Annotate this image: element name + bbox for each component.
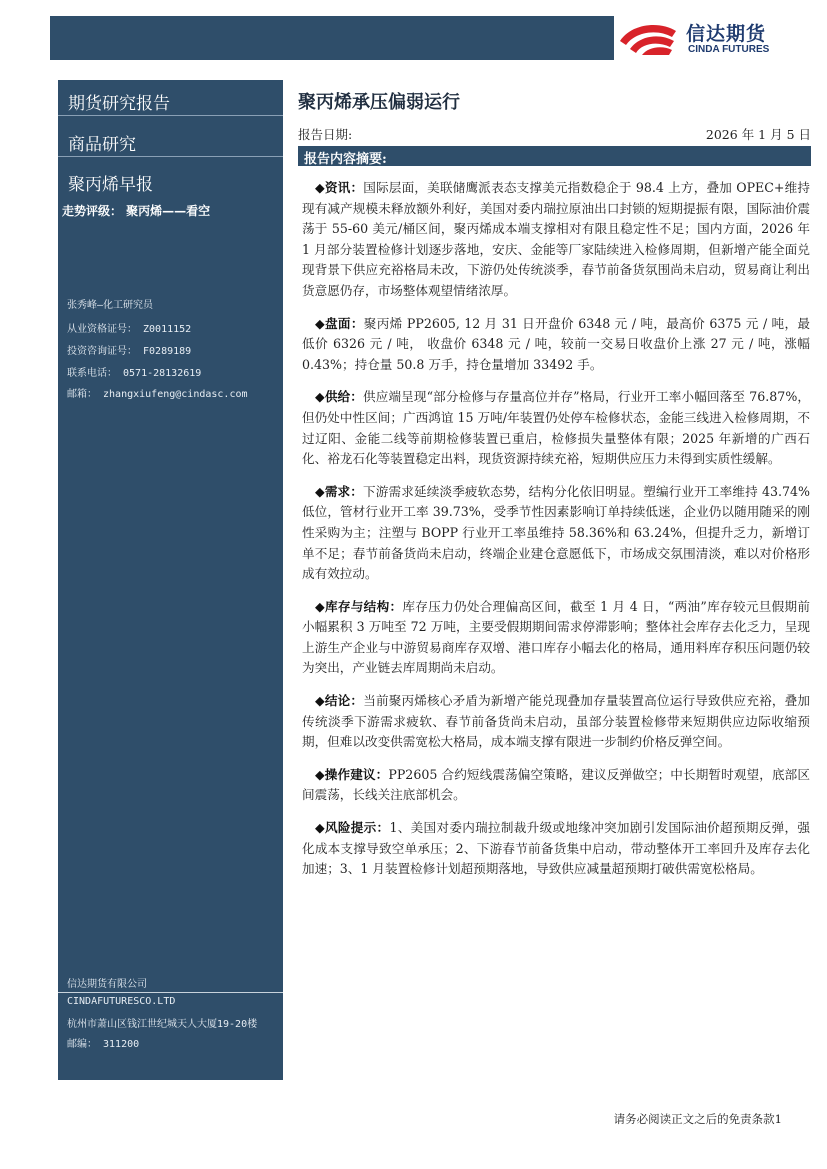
report-title: 聚丙烯承压偏弱运行 — [298, 92, 460, 113]
paragraph-inventory — [302, 597, 810, 679]
report-date-label: 报告日期: — [298, 127, 353, 142]
paragraph-text: 国际层面，美联储鹰派表态支撑美元指数稳企于 98.4 上方，叠加 OPEC+维持现有减产规模未释放额外利好，美国对委内瑞拉原油出口封锁的短期提振有限，国际油价震荡于 55-60 美元/桶区间，聚丙烯成本端支撑相对有限且稳定性不足；国内方面，2026 年 1 月部分装置检修计划逐步落地，安庆、金能等厂家陆续进入检修周期，但新增产能全面兑现背景下供应充裕格局未改，下游仍处传统淡季，春节前备货氛围尚未启动，贸易商让利出货意愿仍存，市场整体观望情绪浓厚。 — [302, 180, 810, 298]
paragraph-risk — [302, 818, 810, 880]
report-date-row — [298, 122, 811, 144]
logo-chinese-name: 信达期货 — [686, 23, 767, 45]
paragraph-text: 聚丙烯 PP2605, 12 月 31 日开盘价 6348 元 / 吨，最高价 6375 元 / 吨，最低价 6326 元 / 吨， 收盘价 6348 元 / 吨，较前一交易日收盘价上涨 27 元 / 吨，涨幅 0.43%；持仓量 50.8 万手，持仓量增加 33492 手。 — [302, 315, 810, 372]
analyst-name: 张秀峰—化工研究员 — [67, 300, 154, 311]
paragraph-heading: ◆库存与结构： — [315, 598, 403, 614]
company-english-name: CINDAFUTURESCO.LTD — [67, 996, 176, 1007]
paragraph-text: PP2605 合约短线震荡偏空策略，建议反弹做空；中长期暂时观望，底部区间震荡，长线关注底部机会。 — [302, 766, 810, 803]
paragraph-heading: ◆结论： — [315, 693, 364, 709]
sidebar — [58, 80, 283, 1080]
paragraph-heading: ◆风险提示： — [315, 820, 390, 836]
sidebar-title-report-type: 期货研究报告 — [68, 94, 170, 114]
paragraph-text: 下游需求延续淡季疲软态势，结构分化依旧明显。塑编行业开工率维持 43.74%低位，管材行业开工率 39.73%，受季节性因素影响订单持续低迷，企业仍以随用随采的刚性采购为主；注塑与 BOPP 行业开工率虽维持 58.36%和 63.24%，但提升乏力，新增订单不足；春节前备货尚未启动，终端企业建仓意愿低下，市场成交氛围清淡，难以对价格形成有效拉动。 — [302, 483, 811, 582]
cinda-logo-icon — [616, 19, 680, 57]
disclaimer-footer: 请务必阅读正文之后的免责条款1 — [613, 1112, 782, 1126]
company-logo — [614, 16, 816, 60]
paragraph-heading: ◆需求： — [315, 483, 364, 499]
sidebar-title-product: 聚丙烯早报 — [68, 175, 153, 195]
paragraph-conclusion — [302, 691, 810, 753]
summary-header-bar — [298, 146, 811, 166]
sidebar-footer-divider — [58, 992, 283, 993]
contact-phone: 联系电话： 0571-28132619 — [67, 368, 202, 379]
company-postcode: 邮编： 311200 — [67, 1039, 140, 1050]
company-address: 杭州市萧山区钱江世纪城天人大厦19-20楼 — [67, 1019, 258, 1030]
report-date-value: 2026 年 1 月 5 日 — [705, 127, 811, 142]
contact-email: 邮箱： zhangxiufeng@cindasc.com — [67, 389, 248, 400]
paragraph-heading: ◆操作建议： — [315, 766, 389, 782]
paragraph-heading: ◆资讯： — [315, 180, 364, 195]
paragraph-text: 1、美国对委内瑞拉制裁升级或地缘冲突加剧引发国际油价超预期反弹，强化成本支撑导致空单承压；2、下游春节前备货集中启动，带动整体开工率回升及库存去化加速；3、1 月装置检修计划超预期落地，导致供应减量超预期打破供需宽松格局。 — [302, 820, 811, 877]
qualification-number: 从业资格证号： Z0011152 — [67, 324, 192, 335]
paragraph-market — [302, 314, 810, 376]
paragraph-demand — [302, 482, 810, 585]
sidebar-title-category: 商品研究 — [68, 135, 136, 155]
sidebar-divider — [58, 115, 283, 116]
paragraph-supply — [302, 387, 810, 469]
report-content — [302, 178, 810, 892]
paragraph-text: 当前聚丙烯核心矛盾为新增产能兑现叠加存量装置高位运行导致供应充裕，叠加传统淡季下游需求疲软、春节前备货尚未启动，虽部分装置检修带来短期供应边际收缩预期，但难以改变供需宽松大格局，成本端支撑有限进一步制约价格反弹空间。 — [302, 693, 811, 750]
summary-label: 报告内容摘要: — [304, 152, 387, 167]
logo-english-name: CINDA FUTURES — [688, 44, 770, 55]
paragraph-operation — [302, 765, 810, 806]
paragraph-news — [302, 178, 810, 302]
company-name: 信达期货有限公司 — [67, 979, 147, 990]
paragraph-heading: ◆供给： — [315, 389, 363, 405]
paragraph-text: 库存压力仍处合理偏高区间，截至 1 月 4 日，“两油”库存较元旦假期前小幅累积 3 万吨至 72 万吨，主要受假期期间需求停滞影响；整体社会库存去化乏力，呈现上游生产企业与中游贸易商库存双增、港口库存小幅去化的格局，通用料库存积压问题仍较为突出，产业链去库周期尚未启动。 — [302, 598, 810, 676]
consulting-number: 投资咨询证号： F0289189 — [67, 346, 192, 357]
sidebar-divider — [58, 156, 283, 157]
paragraph-text: 供应端呈现“部分检修与存量高位并存”格局，行业开工率小幅回落至 76.87%，但仍处中性区间；广西鸿谊 15 万吨/年装置仍处停车检修状态，金能三线进入检修周期，不过辽阳、金能二线等前期检修装置已重启，检修损失量整体有限；2025 年新增的广西石化、裕龙石化等装置稳定出料，现货资源持续充裕，短期供应压力未得到实质性缓解。 — [302, 389, 811, 467]
paragraph-heading: ◆盘面： — [315, 315, 364, 331]
trend-rating: 走势评级： 聚丙烯——看空 — [62, 204, 211, 218]
